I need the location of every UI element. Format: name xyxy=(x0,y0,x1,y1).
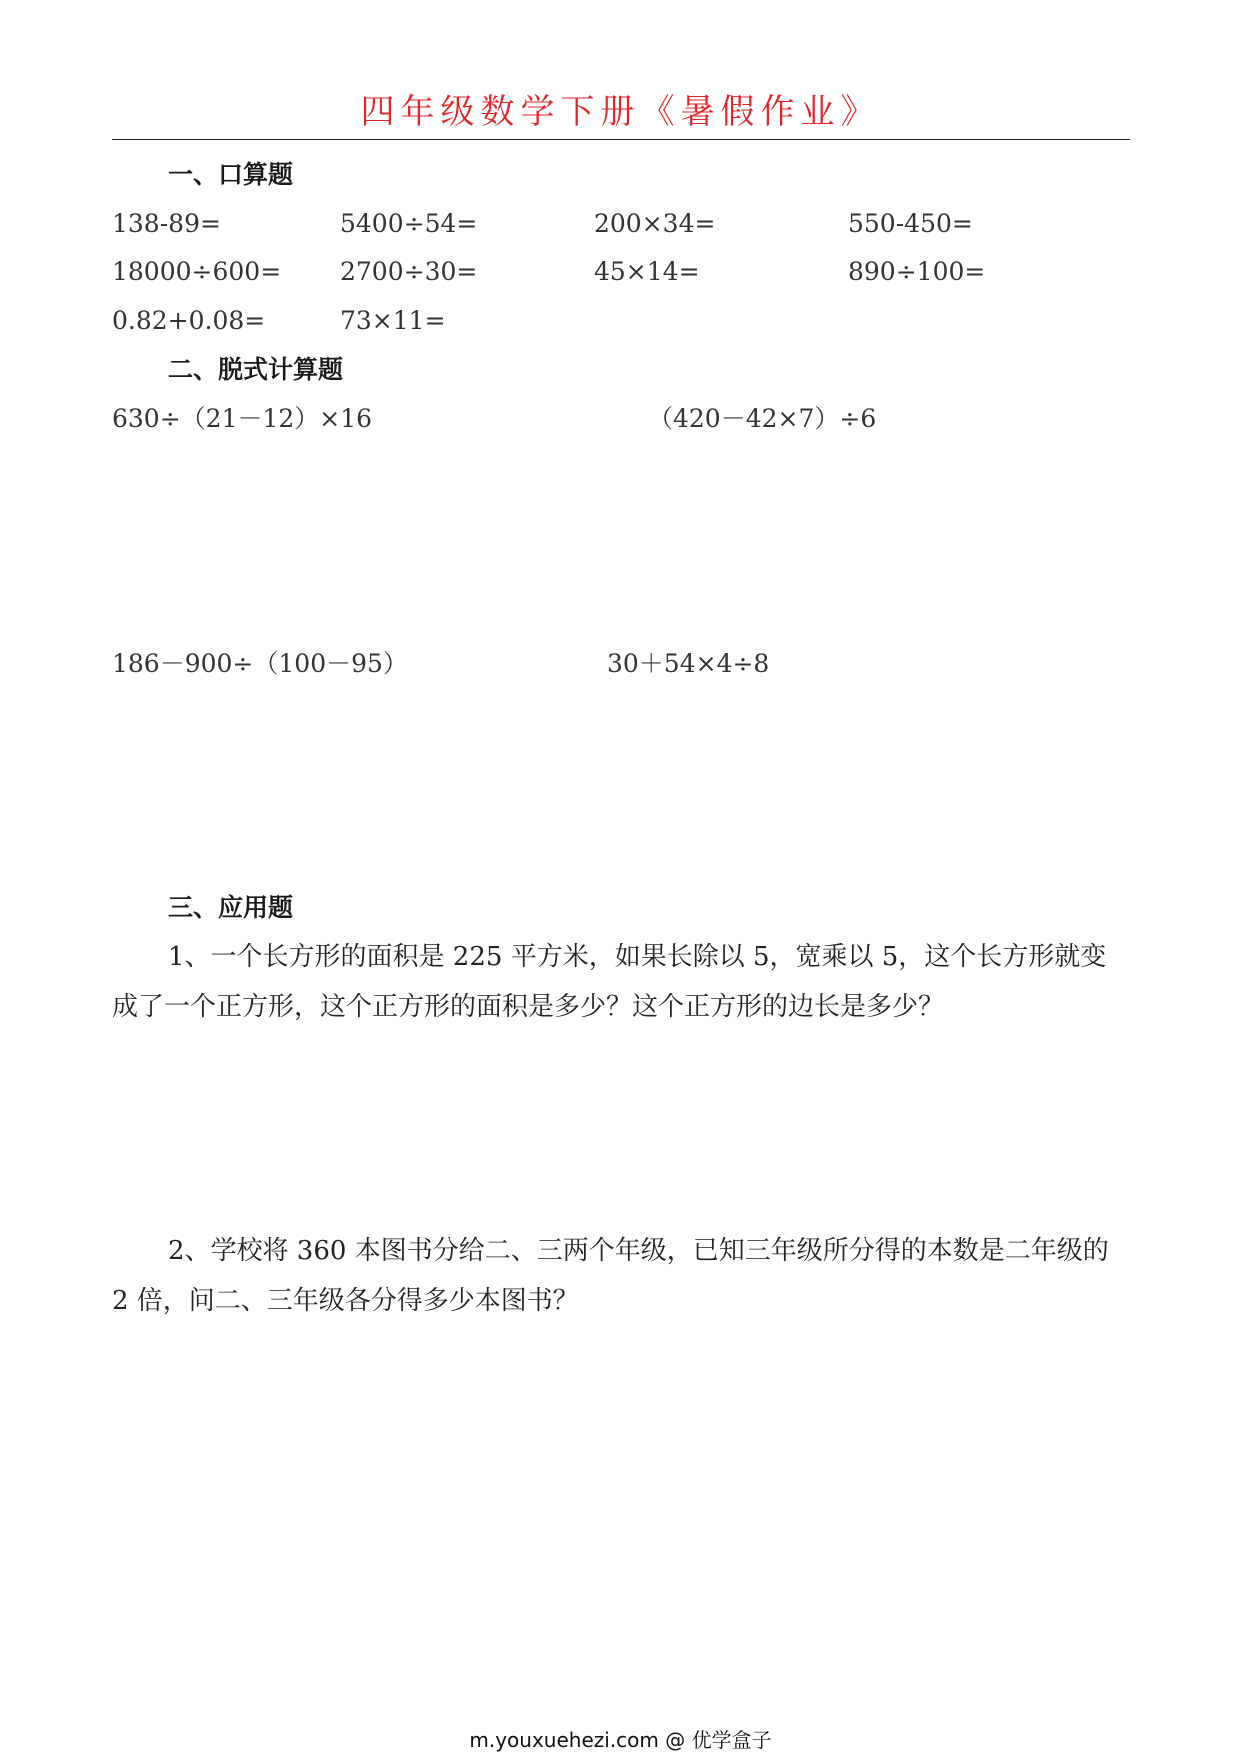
footer-watermark: m.youxuehezi.com @ 优学盒子 xyxy=(469,1728,772,1752)
section-heading-word-problems: 三、应用题 xyxy=(168,893,294,922)
title-divider xyxy=(112,139,1130,140)
oral-problem: 890÷100= xyxy=(848,257,986,286)
calculation-problem: 186－900÷（100－95） xyxy=(112,649,408,678)
calculation-problem: （420－42×7）÷6 xyxy=(648,404,877,433)
word-problem xyxy=(112,932,1132,1032)
oral-problem: 73×11= xyxy=(340,306,446,335)
oral-problem: 550-450= xyxy=(848,209,973,238)
oral-problem: 200×34= xyxy=(594,209,716,238)
oral-problem: 18000÷600= xyxy=(112,257,282,286)
oral-problem: 0.82+0.08= xyxy=(112,306,266,335)
word-problem xyxy=(112,1226,1132,1326)
calculation-problem: 630÷（21－12）×16 xyxy=(112,404,373,433)
oral-problem: 5400÷54= xyxy=(340,209,478,238)
section-heading-step-calculation: 二、脱式计算题 xyxy=(168,355,344,384)
word-problem-text: 1、一个长方形的面积是 225 平方米，如果长除以 5，宽乘以 5，这个长方形就变成了一个正方形，这个正方形的面积是多少？这个正方形的边长是多少？ xyxy=(112,942,1107,1022)
word-problem-text: 2、学校将 360 本图书分给二、三两个年级，已知三年级所分得的本数是二年级的 2 倍，问二、三年级各分得多少本图书？ xyxy=(112,1236,1109,1316)
page-title: 四年级数学下册《暑假作业》 xyxy=(360,92,881,132)
oral-problem: 138-89= xyxy=(112,209,221,238)
calculation-problem: 30＋54×4÷8 xyxy=(607,649,770,678)
oral-problem: 2700÷30= xyxy=(340,257,478,286)
oral-problem: 45×14= xyxy=(594,257,700,286)
section-heading-oral-arithmetic: 一、口算题 xyxy=(168,160,294,189)
